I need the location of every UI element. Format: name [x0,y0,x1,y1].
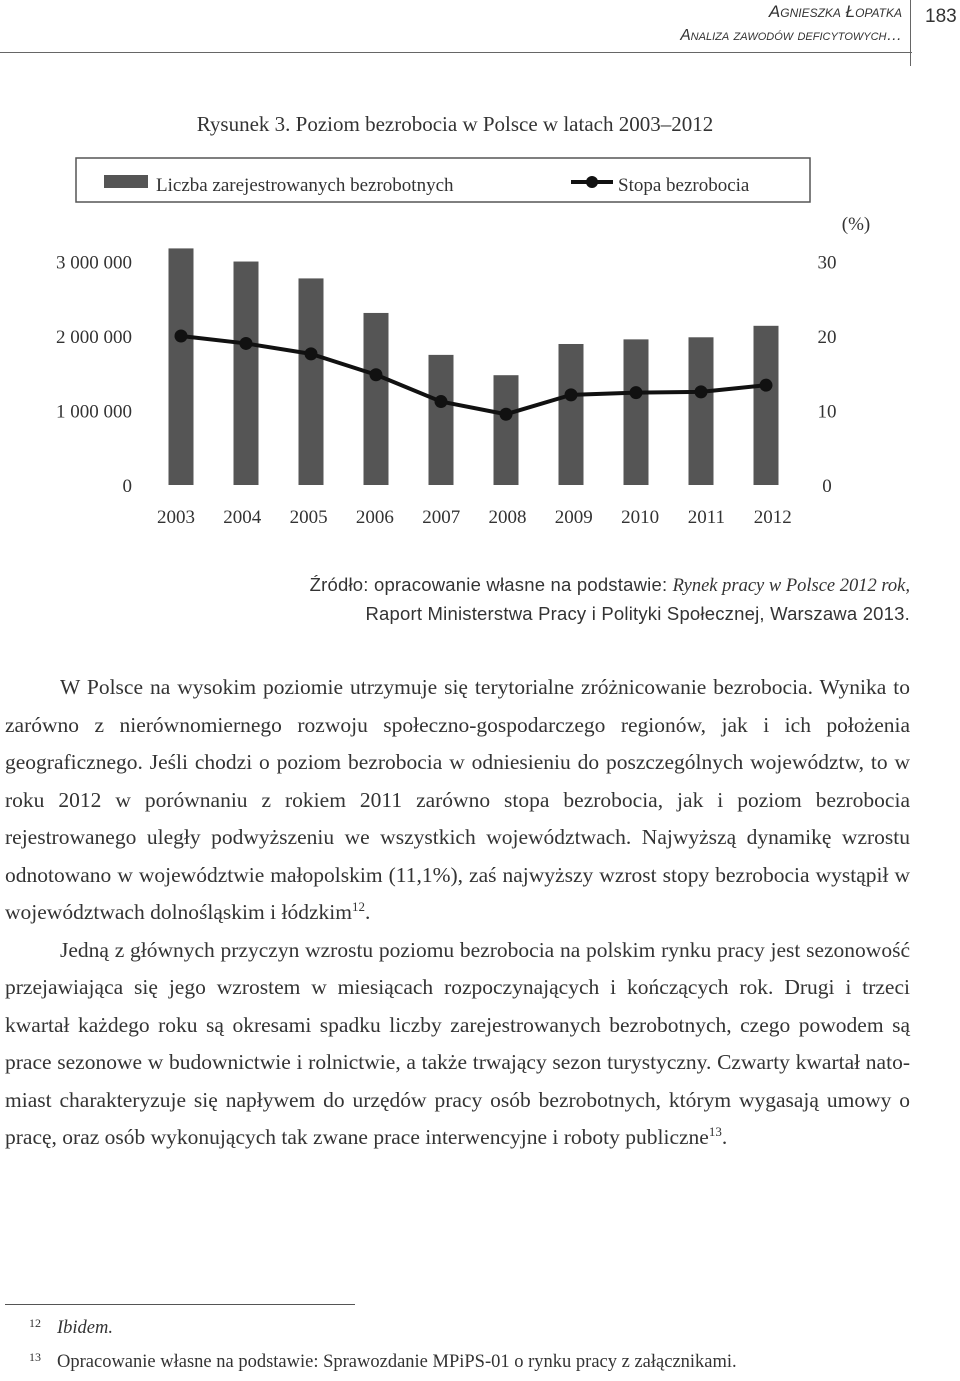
rate-point-2009 [565,388,578,401]
source-italic-title: Rynek pracy w Polsce 2012 rok, [672,576,910,596]
bar-2004 [234,262,259,485]
body-text [5,669,910,1157]
footnote-number: 13 [29,1350,41,1364]
left-tick-label: 3 000 000 [56,252,132,274]
paragraph-2-text: Jedną z głównych przyczyn wzrostu poziomu bezrobocia na polskim rynku pracy jest sezonowość przejawiająca się jego wzrostem w miesiącach rozpoczynających i kończących rok. Drugi i trzeci kwartał każdego roku są okresami spadku liczby zarejestrowanych bezrobotnych, czego powodem są prace sezonowe w budownictwie i rolnictwie, a także trwający sezon turystyczny. Czwarty kwartał natomiast charakteryzuje się napływem do urzędów pracy osób bezrobotnych, którym wygasają umowy o pracę, oraz osób wykonujących tak zwane prace interwencyjne i roboty publiczne [5,937,910,1149]
right-tick-label: 30 [817,252,837,274]
footnote-text: Ibidem. [57,1318,113,1338]
paragraph-1 [5,669,910,932]
paragraph-2-end: . [721,1125,728,1149]
x-tick-label: 2006 [355,507,394,528]
x-axis-ticks [157,507,792,528]
rate-point-2012 [760,379,773,392]
unemployment-chart [0,150,910,530]
footnote-text: Opracowanie własne na podstawie: Sprawozdanie MPiPS-01 o rynku pracy z załącznikami. [57,1352,737,1372]
paragraph-1-text: W Polsce na wysokim poziomie utrzymuje się terytorialne zróżnicowanie bezrobocia. Wynika to zarówno z nierównomiernego rozwoju społeczno-gospodarczego regionów, jak i ich położenia geograficznego. Jeśli chodzi o poziom bezrobocia w odniesieniu do poszczególnych województw, to w roku 2012 w porównaniu z rokiem 2011 zarówno stopa bezrobocia, jak i poziom bezrobocia rejestrowanego uległy podwyższeniu we wszystkich województwach. Najwyższą dynamikę wzrostu odnotowano w województwie małopolskim (11,1%), zaś najwyższy wzrost stopy bezrobocia wystąpił w województwach dolnośląskim i łódzkim [5,675,910,924]
right-tick-label: 0 [822,476,832,497]
footnote-rule [5,1304,355,1305]
running-title: Analiza zawodów deficytowych… [680,27,902,44]
x-tick-label: 2011 [687,507,726,528]
bar-2007 [429,355,454,485]
rate-point-2011 [695,385,708,398]
rate-point-2005 [305,347,318,360]
page-header [0,0,960,70]
x-tick-label: 2010 [621,507,660,528]
rate-point-2003 [175,330,188,343]
header-rule [0,52,912,53]
author-name: Agnieszka Łopatka [768,2,902,21]
page-number: 183 [925,6,957,27]
bar-2005 [299,278,324,485]
bar-series [169,248,779,485]
source-line-1 [310,570,910,601]
bar-2008 [494,375,519,485]
bar-2006 [364,313,389,485]
rate-line-series [175,330,773,421]
rate-point-2007 [435,395,448,408]
chart-legend [76,158,810,202]
x-tick-label: 2009 [554,507,593,528]
right-axis-ticks [818,253,837,498]
figure-title: Rysunek 3. Poziom bezrobocia w Polsce w latach 2003–2012 [196,112,714,136]
rate-point-2006 [370,368,383,381]
x-tick-label: 2005 [289,507,328,528]
left-axis-ticks [56,253,132,498]
bar-2012 [754,326,779,485]
x-tick-label: 2008 [488,507,527,528]
footnote-ref-13[interactable]: 13 [708,1124,722,1139]
x-tick-label: 2012 [753,507,792,528]
source-prefix: Źródło: opracowanie własne na podstawie: [309,574,673,595]
left-tick-label: 0 [122,476,132,497]
left-tick-label: 2 000 000 [56,327,132,348]
legend-bar-swatch [104,175,148,188]
source-line-2: Raport Ministerstwa Pracy i Polityki Społecznej, Warszawa 2013. [365,603,910,624]
legend-line-marker [586,176,598,188]
bar-2010 [624,339,649,485]
bar-2009 [559,344,584,485]
right-tick-label: 10 [817,401,837,423]
paragraph-2 [5,932,910,1157]
legend-bar-label: Liczba zarejestrowanych bezrobotnych [156,175,454,196]
rate-point-2010 [630,386,643,399]
x-tick-label: 2004 [223,507,262,528]
rate-line [181,336,766,414]
right-tick-label: 20 [817,327,837,348]
footnote-ref-12[interactable]: 12 [351,899,365,914]
rate-point-2008 [500,408,513,421]
x-tick-label: 2007 [422,507,461,528]
footnote-number: 12 [29,1316,41,1330]
header-divider [910,0,911,66]
rate-point-2004 [240,337,253,350]
paragraph-1-end: . [364,900,371,924]
bar-2003 [169,248,194,485]
x-tick-label: 2003 [157,507,195,528]
left-tick-label: 1 000 000 [56,401,132,423]
right-axis-unit: (%) [841,214,871,235]
legend-line-label: Stopa bezrobocia [618,175,750,196]
bar-2011 [689,337,714,485]
